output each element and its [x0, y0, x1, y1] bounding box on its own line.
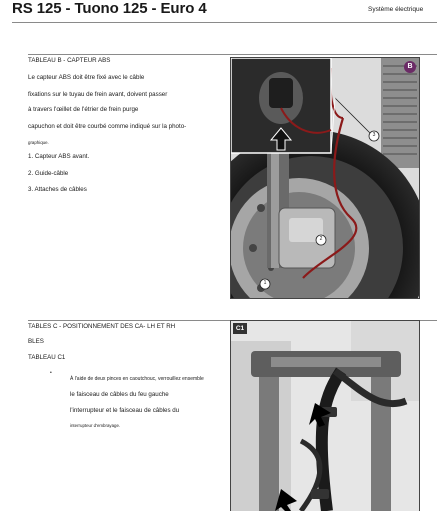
section-name: Système électrique	[368, 6, 424, 13]
document-title: RS 125 - Tuono 125 - Euro 4	[12, 0, 207, 17]
list-item: 3. Attaches de câbles	[28, 186, 87, 193]
photo-badge: B	[404, 61, 416, 73]
section-c-heading-cont: BLES	[28, 338, 44, 345]
callout-label: 1	[263, 280, 267, 286]
section-b-heading: TABLEAU B - CAPTEUR ABS	[28, 57, 111, 64]
list-item: 1. Capteur ABS avant.	[28, 153, 90, 160]
section-c-text-line: l'interrupteur et le faisceau de câbles du	[70, 407, 180, 414]
section-c-text-line: interrupteur d'embrayage.	[70, 423, 121, 428]
header-rule	[12, 22, 437, 23]
section-c-text-line: À l'aide de deux pinces en caoutchouc, verrouillez ensemble	[70, 376, 204, 382]
section-b-text-line: Le capteur ABS doit être fixé avec le câble	[28, 74, 145, 81]
callout-label: 2	[319, 236, 323, 242]
abs-sensor-photo	[230, 57, 420, 299]
abs-sensor-illustration	[231, 58, 419, 298]
section-b-text-line: à travers l'œillet de l'étrier de frein purge	[28, 106, 139, 113]
section-b-text-line: capuchon et doit être courbé comme indiqué sur la photo-	[28, 123, 187, 130]
cable-routing-illustration	[231, 321, 419, 511]
section-b-text-line: fixations sur le tuyau de frein avant, doivent passer	[28, 91, 168, 98]
section-c-subheading: TABLEAU C1	[28, 354, 66, 361]
section-b-rule	[28, 54, 437, 55]
section-c-heading: TABLES C - POSITIONNEMENT DES CA- LH ET RH	[28, 323, 176, 330]
list-item: 2. Guide-câble	[28, 170, 69, 177]
section-b-text-line: graphique.	[28, 140, 49, 145]
callout-label: 3	[372, 132, 376, 138]
section-c-text-line: le faisceau de câbles du feu gauche	[70, 391, 169, 398]
bullet: •	[50, 370, 52, 376]
photo-badge: C1	[233, 323, 247, 334]
cable-routing-photo	[230, 320, 420, 511]
